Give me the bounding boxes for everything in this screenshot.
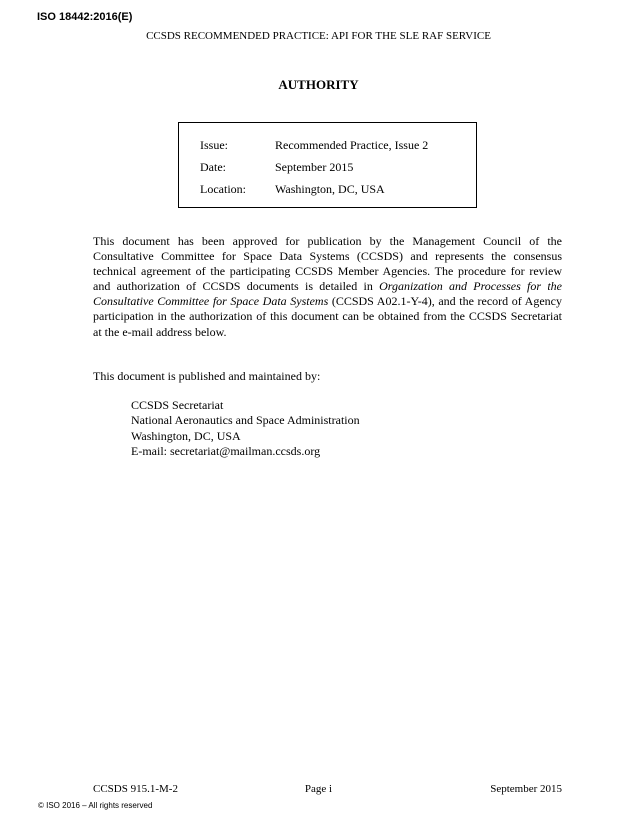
- address-line: National Aeronautics and Space Administration: [131, 413, 360, 428]
- approval-text-end: (CCSDS A02.1-Y-4), and the record of Agency participation in the authorization of this document can be obtained from the CCSDS Secretariat at the e-mail address below.: [93, 294, 562, 339]
- location-row: [200, 182, 385, 196]
- issue-label: Issue:: [200, 138, 228, 152]
- approval-paragraph: [93, 234, 562, 340]
- approval-text-start: This document has been approved for publication by the Management Council of the Consultative Committee for Space Data Systems (CCSDS) and represents the consensus technical agreement of the participating CCSDS Member Agencies. The procedure for review and authorization of CCSDS documents is detailed in: [93, 234, 562, 294]
- copyright-notice: © ISO 2016 – All rights reserved: [38, 801, 153, 810]
- published-by-statement: This document is published and maintained by:: [93, 369, 321, 383]
- iso-standard-label: ISO 18442:2016(E): [37, 11, 133, 23]
- footer-page-number: Page i: [304, 783, 333, 795]
- secretariat-address: [131, 398, 360, 459]
- address-line: Washington, DC, USA: [131, 428, 241, 443]
- footer-document-number: CCSDS 915.1-M-2: [93, 783, 178, 795]
- location-label: Location:: [200, 182, 246, 196]
- date-value: September 2015: [275, 160, 354, 174]
- authority-info-box: [178, 122, 477, 208]
- running-header-title: CCSDS RECOMMENDED PRACTICE: API FOR THE SLE RAF SERVICE: [146, 30, 491, 42]
- footer-date: September 2015: [490, 783, 562, 795]
- address-email: E-mail: secretariat@mailman.ccsds.org: [131, 443, 321, 458]
- address-line: CCSDS Secretariat: [131, 398, 224, 412]
- issue-row: [200, 138, 428, 152]
- issue-value: Recommended Practice, Issue 2: [275, 138, 429, 152]
- referenced-document-title: Organization and Processes for the Consultative Committee for Space Data Systems: [93, 279, 562, 309]
- date-row: [200, 160, 353, 174]
- date-label: Date:: [200, 160, 226, 174]
- page-title: AUTHORITY: [278, 77, 359, 92]
- location-value: Washington, DC, USA: [275, 182, 385, 196]
